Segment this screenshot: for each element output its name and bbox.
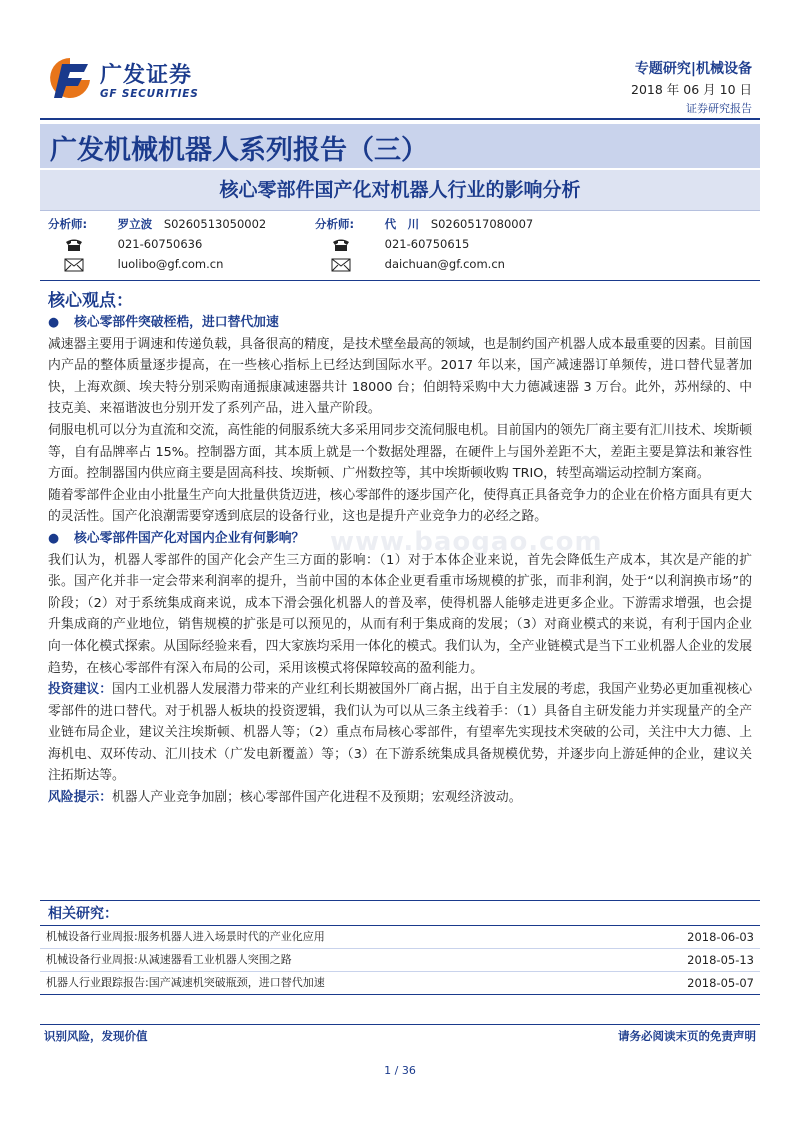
analyst-name: 罗立波 (117, 217, 153, 231)
related-title: 相关研究： (48, 906, 118, 922)
investment-label: 投资建议： (48, 682, 113, 698)
related-item[interactable] (40, 926, 760, 949)
investment-text: 国内工业机器人发展潜力带来的产业红利长期被国外厂商占据，出于自主发展的考虑，我国产业势必更加重视核心零部件的进口替代。对于机器人板块的投资逻辑，我们认为可以从三条主线着手：（1）具备自主研发能力并实现量产的全产业链布局企业，建议关注埃斯顿、机器人等；（2）重点布局核心零部件，有望率先实现技术突破的公司，关注中大力德、上海机电、双环传动、汇川技术（广发电新覆盖）等；（3）在下游系统集成具备规模优势，并逐步向上游延伸的企业，建议关注拓斯达等。 (48, 682, 753, 784)
related-divider (40, 900, 760, 901)
analyst-cert: S0260517080007 (430, 217, 534, 231)
bullet-heading-text: 核心零部件突破桎梏，进口替代加速 (74, 315, 279, 330)
footer-disclaimer[interactable]: 请务必阅读末页的免责声明 (618, 1029, 756, 1043)
bullet-icon: ● (48, 530, 60, 546)
footer-slogan: 识别风险，发现价值 (44, 1029, 148, 1043)
related-item[interactable] (40, 949, 760, 972)
risk-text: 机器人产业竞争加剧；核心零部件国产化进程不及预期；宏观经济波动。 (111, 790, 522, 806)
paragraph: 随着零部件企业由小批量生产向大批量供货迈进，核心零部件的逐步国产化，使得真正具备竞争力的企业在价格方面具有更大的灵活性。国产化浪潮需要穿透到底层的设备行业，这也是提升产业竞争力的必经之路。 (48, 487, 752, 525)
analyst-email-row (315, 254, 533, 274)
analyst-phone: 021-60750615 (384, 237, 470, 251)
analyst-card (48, 214, 266, 274)
related-list (40, 925, 760, 995)
footer-divider (40, 1024, 760, 1025)
core-body (48, 312, 752, 809)
bullet-heading-text: 核心零部件国产化对国内企业有何影响？ (74, 530, 305, 546)
analyst-label: 分析师: (315, 217, 355, 231)
analyst-email[interactable]: daichuan@gf.com.cn (384, 257, 505, 271)
core-section-title: 核心观点： (48, 291, 133, 311)
related-item-title: 机械设备行业周报:服务机器人进入场景时代的产业化应用 (46, 930, 325, 943)
related-item-date: 2018-05-13 (687, 953, 754, 967)
analyst-card (315, 214, 533, 274)
analyst-email-row (48, 254, 266, 274)
report-type: 证券研究报告 (686, 102, 752, 115)
company-logo (48, 56, 218, 104)
phone-icon (64, 238, 84, 252)
mail-icon-cell (315, 255, 381, 275)
analyst-phone-row (48, 234, 266, 254)
bullet-icon: ● (48, 315, 60, 330)
report-title: 广发机械机器人系列报告（三） (50, 135, 428, 166)
phone-icon (331, 238, 351, 252)
analyst-cert: S0260513050002 (163, 217, 267, 231)
analyst-name: 代 川 (384, 217, 420, 231)
mail-icon (331, 258, 351, 272)
analyst-email[interactable]: luolibo@gf.com.cn (117, 257, 224, 271)
related-item-date: 2018-06-03 (687, 930, 754, 944)
analyst-name-row (315, 214, 533, 234)
phone-icon-cell (315, 235, 381, 255)
logo-text-en: GF SECURITIES (100, 88, 199, 100)
gf-logo-icon (48, 56, 92, 102)
analyst-name-row (48, 214, 266, 234)
paragraph: 伺服电机可以分为直流和交流，高性能的伺服系统大多采用同步交流伺服电机。目前国内的领先厂商主要有汇川技术、埃斯顿等，自有品牌率占 15%。控制器方面，其本质上就是一个数据处理器，在硬件上与国外差距不大，差距主要是算法和兼容性方面。控制器国内供应商主要是固高科技、埃斯顿、广州数控等，其中埃斯顿收购 TRIO，转型高端运动控制方案商。 (48, 422, 752, 482)
related-item[interactable] (40, 972, 760, 994)
report-meta (631, 58, 752, 116)
investment-paragraph (48, 679, 752, 787)
analyst-label: 分析师: (48, 217, 88, 231)
related-item-date: 2018-05-07 (687, 976, 754, 990)
risk-label: 风险提示： (48, 790, 112, 806)
subtitle-band (40, 170, 760, 211)
report-date: 2018 年 06 月 10 日 (631, 82, 752, 97)
mail-icon-cell (48, 255, 114, 275)
header-divider (40, 118, 760, 120)
phone-icon-cell (48, 235, 114, 255)
analyst-divider (40, 280, 760, 281)
logo-text-cn: 广发证券 (100, 63, 193, 88)
related-item-title: 机器人行业跟踪报告:国产减速机突破瓶颈，进口替代加速 (46, 976, 325, 989)
watermark: www.baogao.com (330, 527, 603, 557)
report-subtitle: 核心零部件国产化对机器人行业的影响分析 (219, 179, 581, 201)
report-category: 专题研究|机械设备 (634, 61, 752, 77)
analyst-phone: 021-60750636 (117, 237, 203, 251)
page-number: 1 / 36 (384, 1064, 416, 1077)
paragraph: 我们认为，机器人零部件的国产化会产生三方面的影响：（1）对于本体企业来说，首先会降低生产成本，其次是产能的扩张。国产化并非一定会带来利润率的提升，当前中国的本体企业更看重市场规模的扩张，而非利润，处于“以利润换市场”的阶段；（2）对于系统集成商来说，成本下滑会强化机器人的普及率，使得机器人能够走进更多企业。下游需求增强，也会提升集成商的产业地位，销售规模的扩张是可以预见的，从而有利于集成商的发展；（3）对商业模式的来说，有利于国内企业向一体化模式探索。从国际经验来看，四大家族均采用一体化的模式。我们认为，全产业链模式是当下工业机器人企业的发展趋势，在核心零部件有深入布局的公司，采用该模式将保障较高的盈利能力。 (48, 552, 752, 676)
paragraph: 减速器主要用于调速和传递负载，具备很高的精度，是技术壁垒最高的领域，也是制约国产机器人成本最重要的因素。目前国内产品的整体质量逐步提高，在一些核心指标上已经达到国际水平。2017 年以来，国产减速器订单频传，进口替代显著加快，上海欢颜、埃夫特分别采购南通振康减速器共计 18000 台；伯朗特采购中大力德减速器 3 万台。此外，苏州绿的、中技克美、来福谐波也分别开发了系列产品，进入量产阶段。 (48, 336, 752, 417)
related-item-title: 机械设备行业周报:从减速器看工业机器人突围之路 (46, 953, 292, 966)
title-band (40, 124, 760, 168)
mail-icon (64, 258, 84, 272)
analyst-phone-row (315, 234, 533, 254)
bullet-heading (48, 312, 752, 334)
risk-paragraph (48, 787, 752, 809)
analyst-block (40, 214, 760, 278)
